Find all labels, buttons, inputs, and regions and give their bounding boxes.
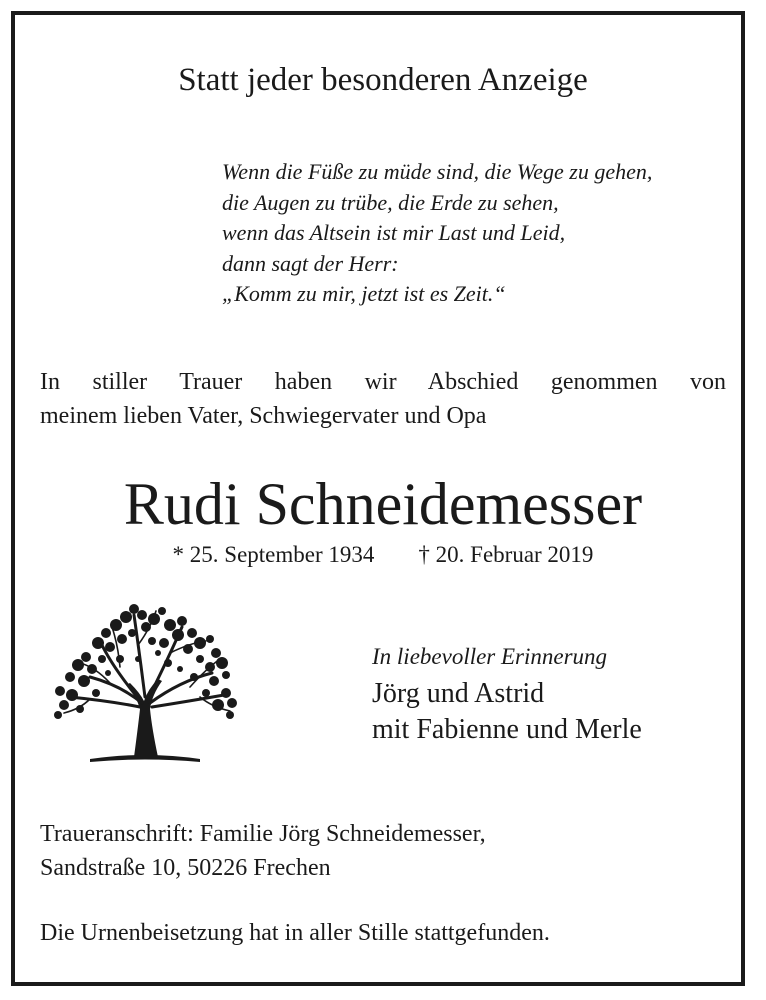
mourners-names (372, 676, 642, 748)
address-line: Traueranschrift: Familie Jörg Schneidemesser, (40, 821, 486, 847)
poem-line: „Komm zu mir, jetzt ist es Zeit.“ (222, 281, 506, 306)
death-date: † 20. Februar 2019 (418, 542, 594, 567)
closing-note: Die Urnenbeisetzung hat in aller Stille stattgefunden. (40, 920, 550, 946)
poem-line: Wenn die Füße zu müde sind, die Wege zu gehen, (222, 159, 653, 184)
intro-line: In stiller Trauer haben wir Abschied genommen von (40, 369, 726, 395)
birth-date: * 25. September 1934 (172, 542, 375, 567)
poem-line: wenn das Altsein ist mir Last und Leid, (222, 220, 566, 245)
intro-line: meinem lieben Vater, Schwiegervater und Opa (40, 403, 487, 429)
poem (222, 157, 652, 310)
deceased-name: Rudi Schneidemesser (123, 471, 643, 537)
memory-line: In liebevoller Erinnerung (372, 644, 608, 669)
mourners-line: Jörg und Astrid (372, 678, 545, 709)
mourners-line: mit Fabienne und Merle (372, 714, 642, 745)
poem-line: die Augen zu trübe, die Erde zu sehen, (222, 189, 559, 215)
intro-text (40, 365, 726, 433)
address-line: Sandstraße 10, 50226 Frechen (40, 855, 331, 881)
poem-line: dann sagt der Herr: (222, 250, 399, 276)
mourning-address (40, 817, 486, 885)
tree-icon (50, 597, 238, 767)
notice-header: Statt jeder besonderen Anzeige (178, 62, 588, 98)
life-dates (0, 538, 766, 572)
